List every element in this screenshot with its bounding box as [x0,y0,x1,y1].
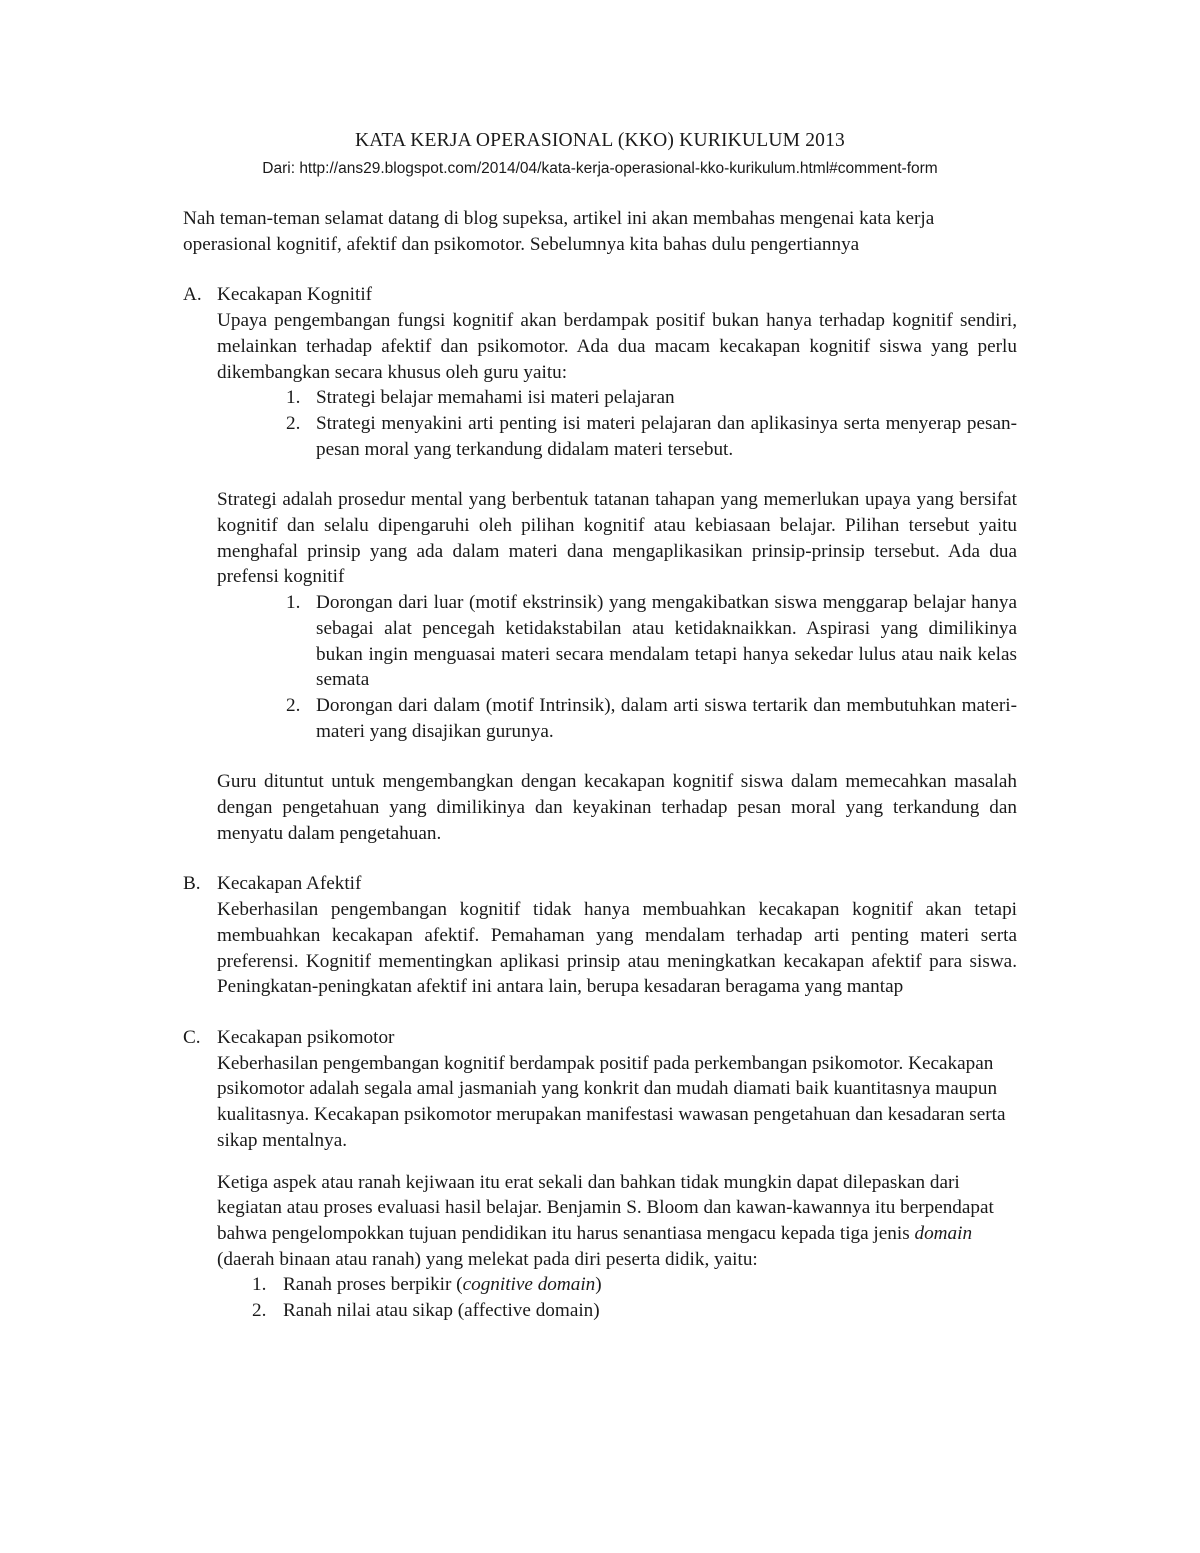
list-number: 2. [252,1300,267,1322]
section-letter: A. [183,284,202,306]
list-item-text: Dorongan dari luar (motif ekstrinsik) yang mengakibatkan siswa menggarap belajar hanya sebagai alat pencegah ketidakstabilan atau ketidaknaikkan. Aspirasi yang dimilikinya bukan ingin menguasai materi secara mendalam tetapi hanya sekedar lulus atau naik kelas semata [316,592,1017,691]
list-item-text: Strategi menyakini arti penting isi materi pelajaran dan aplikasinya serta menyerap pesan-pesan moral yang terkandung didalam materi tersebut. [316,412,1017,460]
numbered-list [217,590,1017,744]
list-item [217,590,1017,693]
section-heading: Kecakapan Afektif [217,873,362,895]
list-item-text: ) [595,1274,602,1296]
section-paragraph: Keberhasilan pengembangan kognitif tidak hanya membuahkan kecakapan kognitif akan tetapi membuahkan kecakapan afektif. Pemahaman yang mendalam terhadap arti penting materi serta preferensi. Kognitif mementingkan aplikasi prinsip atau meningkatkan kecakapan afektif para siswa. Peningkatan-peningkatan afektif ini antara lain, berupa kesadaran beragama yang mantap [217,899,1017,998]
document-title: KATA KERJA OPERASIONAL (KKO) KURIKULUM 2013 [354,130,846,151]
document-body [183,206,1017,1324]
section-heading: Kecakapan psikomotor [217,1026,395,1048]
list-item-text: Strategi belajar memahami isi materi pelajaran [316,387,675,409]
intro-paragraph: Nah teman-teman selamat datang di blog supeksa, artikel ini akan membahas mengenai kata kerja operasional kognitif, afektif dan psikomotor. Sebelumnya kita bahas dulu pengertiannya [183,208,935,255]
numbered-list [217,1272,1017,1323]
list-item [217,1298,1017,1324]
section-paragraph: Guru dituntut untuk mengembangkan dengan kecakapan kognitif siswa dalam memecahkan masalah dengan pengetahuan yang dimilikinya dan keyakinan terhadap pesan moral yang terkandung dan menyatu dalam pengetahuan. [217,771,1017,844]
emphasis-text: cognitive domain [462,1274,596,1296]
emphasis-text: domain [914,1222,973,1244]
section-letter: B. [183,873,201,895]
list-number: 2. [286,412,301,434]
list-number: 2. [286,694,301,716]
section-heading: Kecakapan Kognitif [217,284,373,306]
list-number: 1. [286,387,301,409]
list-item-text: Ranah proses berpikir ( [283,1274,463,1296]
list-number: 1. [286,592,301,614]
section-letter: C. [183,1026,201,1048]
list-item [217,1272,1017,1298]
section-kognitif [183,282,1017,846]
section-paragraph: Keberhasilan pengembangan kognitif berdampak positif pada perkembangan psikomotor. Kecakapan psikomotor adalah segala amal jasmaniah yang konkrit dan mudah diamati baik kuantitasnya maupun kualitasnya. Kecakapan psikomotor merupakan manifestasi wawasan pengetahuan dan kesadaran serta sikap mentalnya. [217,1052,1006,1151]
list-item [217,693,1017,744]
source-line: Dari: http://ans29.blogspot.com/2014/04/kata-kerja-operasional-kko-kurikulum.html#comment-form [262,160,938,177]
paragraph-text: Ketiga aspek atau ranah kejiwaan itu erat sekali dan bahkan tidak mungkin dapat dilepaskan dari kegiatan atau proses evaluasi hasil belajar. Benjamin S. Bloom dan kawan-kawannya itu berpendapat bahwa pengelompokkan tujuan pendidikan itu harus senantiasa mengacu kepada tiga jenis [217,1171,994,1244]
list-item-text: Dorongan dari dalam (motif Intrinsik), dalam arti siswa tertarik dan membutuhkan materi-materi yang disajikan gurunya. [316,694,1017,742]
paragraph-text: (daerah binaan atau ranah) yang melekat pada diri peserta didik, yaitu: [217,1248,758,1270]
list-number: 1. [252,1274,267,1296]
section-afektif [183,871,1017,1000]
section-psikomotor [183,1025,1017,1324]
list-item [217,385,1017,411]
numbered-list [217,385,1017,462]
section-paragraph: Upaya pengembangan fungsi kognitif akan berdampak positif bukan hanya terhadap kognitif sendiri, melainkan terhadap afektif dan psikomotor. Ada dua macam kecakapan kognitif siswa yang perlu dikembangkan secara khusus oleh guru yaitu: [217,310,1017,383]
list-item [217,411,1017,462]
list-item-text: Ranah nilai atau sikap (affective domain) [283,1300,600,1322]
section-paragraph [217,1170,1017,1273]
section-paragraph: Strategi adalah prosedur mental yang berbentuk tatanan tahapan yang memerlukan upaya yang bersifat kognitif dan selalu dipengaruhi oleh pilihan kognitif atau kebiasaan belajar. Pilihan tersebut yaitu menghafal prinsip yang ada dalam materi dana mengaplikasikan prinsip-prinsip tersebut. Ada dua prefensi kognitif [217,489,1017,588]
